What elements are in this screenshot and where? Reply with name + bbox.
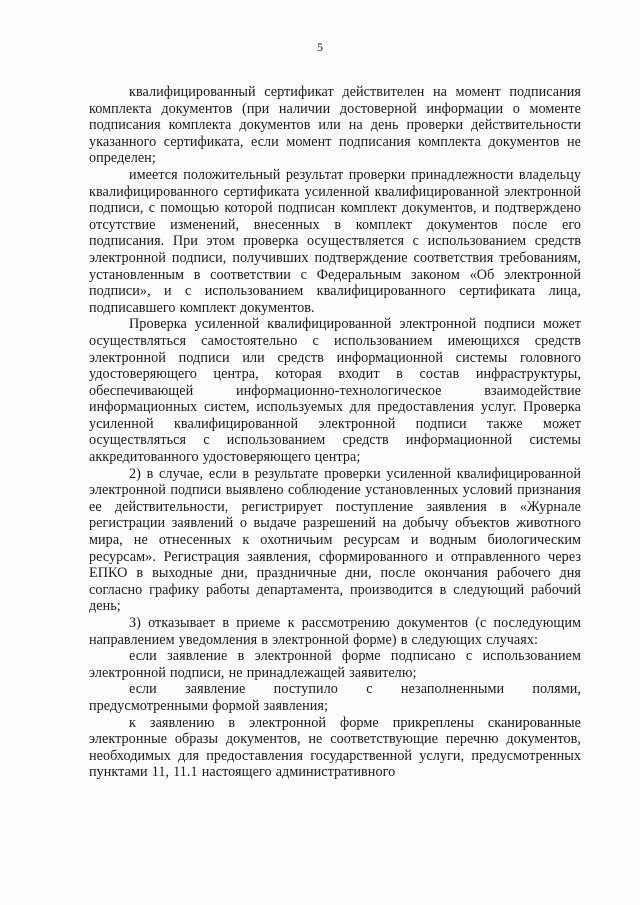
paragraph-empty-fields: если заявление поступило с незаполненными полями, предусмотренными формой заявления; bbox=[89, 681, 581, 714]
paragraph-signature-verification: Проверка усиленной квалифицированной электронной подписи может осуществляться самостоятельно с использованием имеющихся средств электронной подписи или средств информационной системы головного удостоверяющего центра, которая входит в состав инфраструктуры, обеспечивающей информационно-технологическое взаимодействие информационных систем, используемых для предоставления услуг. Проверка усиленной квалифицированной электронной подписи также может осуществляться с использованием средств информационной системы аккредитованного удостоверяющего центра; bbox=[89, 316, 581, 466]
paragraph-scanned-documents: к заявлению в электронной форме прикреплены сканированные электронные образы документов, не соответствующие перечню документов, необходимых для предоставления государственной услуги, предусмотренных пунктами 11, 11.1 настоящего административного bbox=[89, 714, 581, 781]
page-number: 5 bbox=[317, 40, 323, 54]
paragraph-certificate-valid: квалифицированный сертификат действителен на момент подписания комплекта документов (при наличии достоверной информации о моменте подписания комплекта документов или на день проверки действительности указанного сертификата, если момент подписания комплекта документов не определен; bbox=[89, 84, 581, 167]
paragraph-positive-check: имеется положительный результат проверки принадлежности владельцу квалифицированного сертификата усиленной квалифицированной электронной подписи, с помощью которой подписан комплект документов, и подтверждено отсутствие изменений, внесенных в комплект документов после его подписания. При этом проверка осуществляется с использованием средств электронной подписи, получивших подтверждение соответствия требованиям, установленным в соответствии с Федеральным законом «Об электронной подписи», и с использованием квалифицированного сертификата лица, подписавшего комплект документов. bbox=[89, 166, 581, 316]
document-body bbox=[89, 84, 581, 781]
paragraph-refusal: 3) отказывает в приеме к рассмотрению документов (с последующим направлением уведомления в электронной форме) в следующих случаях: bbox=[89, 615, 581, 648]
paragraph-registration: 2) в случае, если в результате проверки усиленной квалифицированной электронной подписи выявлено соблюдение установленных условий признания ее действительности, регистрирует поступление заявления в «Журнале регистрации заявлений о выдаче разрешений на добычу объектов животного мира, не отнесенных к охотничьим ресурсам и водным биологическим ресурсам». Регистрация заявления, сформированного и отправленного через ЕПКО в выходные дни, праздничные дни, после окончания рабочего дня согласно графику работы департамента, производится в следующий рабочий день; bbox=[89, 465, 581, 615]
paragraph-foreign-signature: если заявление в электронной форме подписано с использованием электронной подписи, не принадлежащей заявителю; bbox=[89, 648, 581, 681]
